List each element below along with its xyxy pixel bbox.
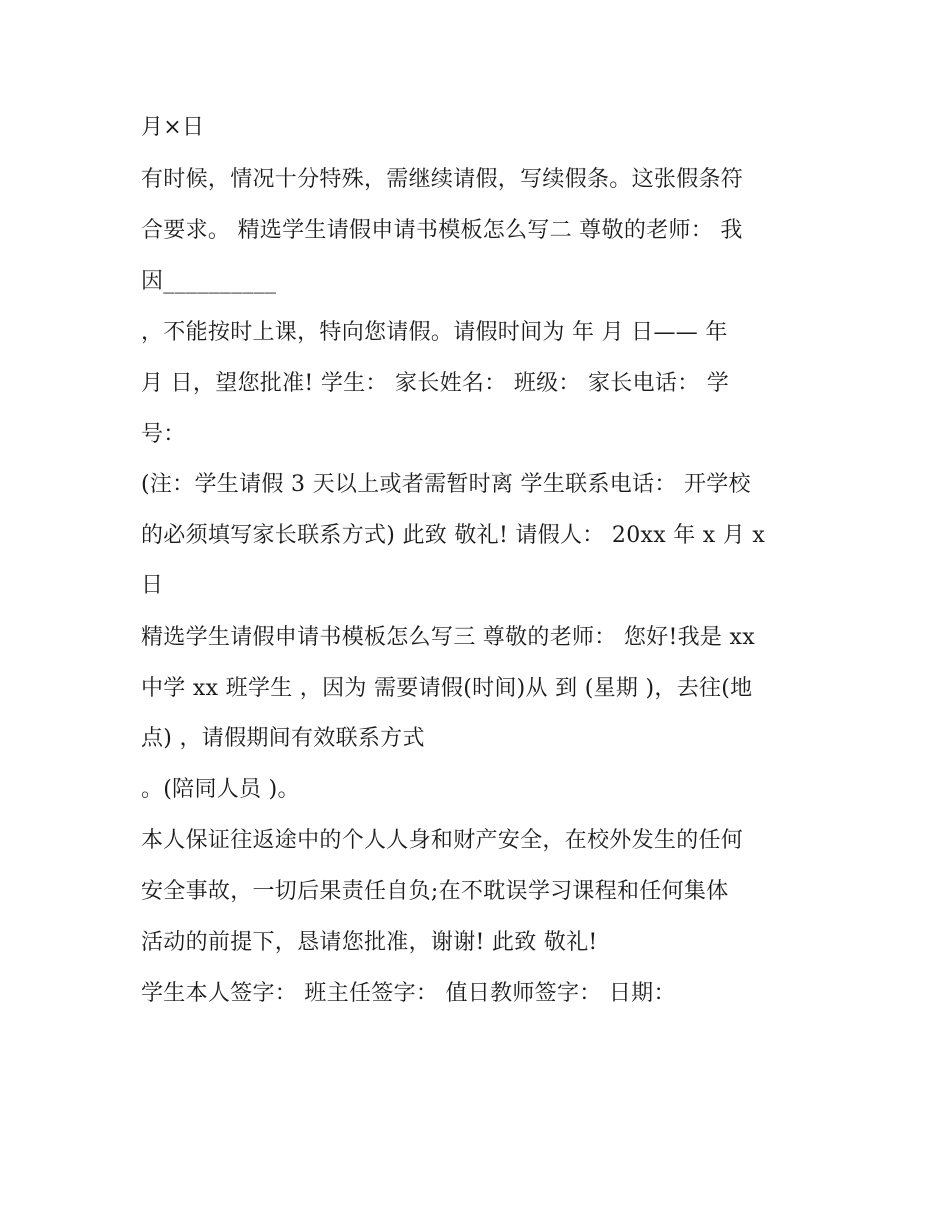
text-line: 本人保证往返途中的个人人身和财产安全，在校外发生的任何 — [141, 828, 744, 853]
text-line: 学生本人签字： 班主任签字： 值日教师签字： 日期： — [141, 981, 676, 1006]
text-line: 月×日 — [141, 115, 205, 140]
text-line: 安全事故，一切后果责任自负;在不耽误学习课程和任何集体 — [141, 879, 729, 904]
text-line: 日 — [141, 573, 164, 598]
text-line: 号： — [141, 422, 186, 447]
text-line: ，不能按时上课，特向您请假。请假时间为 年 月 日—— 年 — [141, 320, 728, 345]
text-line: (注：学生请假 3 天以上或者需暂时离 学生联系电话： 开学校 — [141, 472, 751, 497]
text-line: 精选学生请假申请书模板怎么写三 尊敬的老师： 您好!我是 xx — [141, 625, 755, 650]
text-line: 活动的前提下，恳请您批准，谢谢! 此致 敬礼! — [141, 930, 598, 955]
text-line: 因__________ — [141, 269, 277, 294]
text-line: 。(陪同人员 )。 — [141, 777, 300, 802]
text-line: 有时候，情况十分特殊，需继续请假，写续假条。这张假条符 — [141, 167, 744, 192]
text-line: 月 日，望您批准! 学生： 家长姓名： 班级： 家长电话： 学 — [141, 371, 730, 396]
text-line: 合要求。 精选学生请假申请书模板怎么写二 尊敬的老师： 我 — [141, 218, 743, 243]
text-line: 的必须填写家长联系方式) 此致 敬礼! 请假人： 20xx 年 x 月 x — [141, 523, 766, 548]
text-line: 点) ，请假期间有效联系方式 — [141, 726, 425, 751]
text-line: 中学 xx 班学生 ，因为 需要请假(时间)从 到 (星期 )，去往(地 — [141, 676, 753, 701]
